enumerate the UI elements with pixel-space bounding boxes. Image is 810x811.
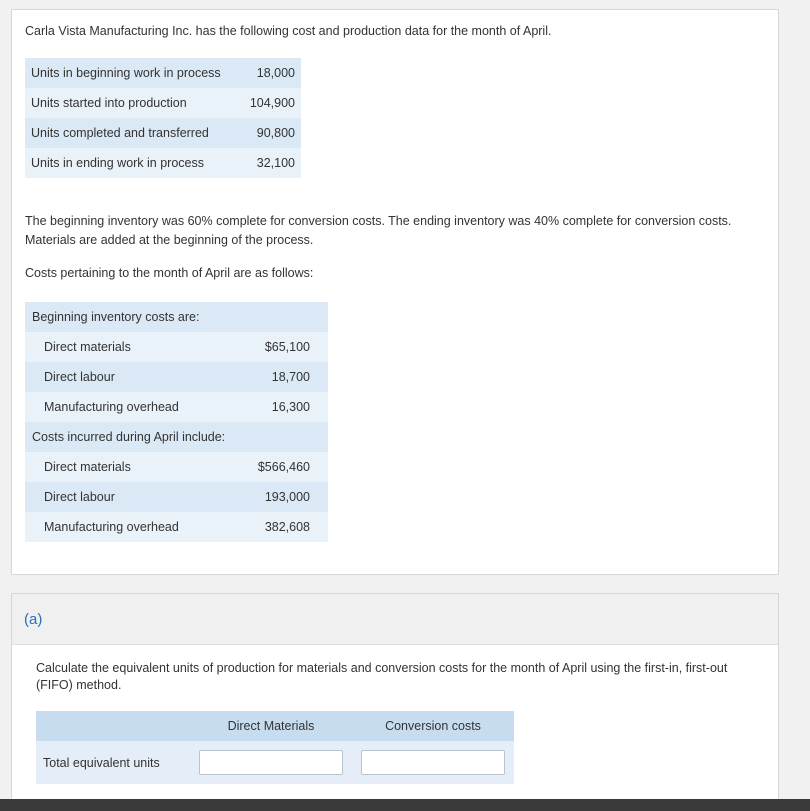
part-a-card (11, 593, 779, 811)
table-row (25, 482, 328, 512)
equivalent-units-table (36, 711, 514, 784)
cost-value: 16,300 (271, 400, 310, 414)
bottom-bar (0, 799, 810, 811)
table-row (25, 392, 328, 422)
table-row (25, 362, 328, 392)
cost-value: $566,460 (257, 460, 310, 474)
table-row (25, 88, 301, 118)
units-label: Units in ending work in process (31, 156, 204, 170)
table-row (25, 302, 328, 332)
cost-value: 382,608 (264, 520, 310, 534)
units-label: Units started into production (31, 96, 187, 110)
intro-text: Carla Vista Manufacturing Inc. has the following cost and production data for the month of April. (25, 24, 552, 38)
conversion-costs-header: Conversion costs (352, 711, 514, 741)
table-row (36, 741, 514, 784)
cost-label: Direct materials (44, 460, 131, 474)
units-value: 90,800 (256, 126, 295, 140)
table-row (25, 58, 301, 88)
direct-materials-cell (190, 741, 352, 784)
units-label: Units completed and transferred (31, 126, 209, 140)
units-value: 32,100 (256, 156, 295, 170)
table-row (25, 148, 301, 178)
part-a-question: Calculate the equivalent units of production for materials and conversion costs for the month of April using the first-in, first-out (FIFO) method. (36, 661, 728, 692)
direct-materials-input[interactable] (199, 750, 343, 775)
table-row (25, 452, 328, 482)
part-a-label: (a) (24, 611, 43, 628)
table-row (25, 512, 328, 542)
april-costs-header: Costs incurred during April include: (32, 430, 226, 444)
cost-value: $65,100 (264, 340, 310, 354)
part-a-header (12, 594, 778, 645)
table-row (25, 422, 328, 452)
units-table (25, 58, 301, 178)
blank-header (36, 711, 190, 741)
conversion-costs-input[interactable] (361, 750, 505, 775)
table-row (25, 332, 328, 362)
cost-value: 193,000 (264, 490, 310, 504)
direct-materials-header: Direct Materials (190, 711, 352, 741)
completion-paragraph: The beginning inventory was 60% complete for conversion costs. The ending inventory was 40% complete for conversion costs. Materials are added at the beginning of the process. (25, 214, 732, 247)
units-value: 104,900 (249, 96, 295, 110)
table-header-row (36, 711, 514, 741)
table-row (25, 118, 301, 148)
total-equivalent-units-label: Total equivalent units (36, 741, 190, 784)
cost-table (25, 302, 328, 542)
cost-label: Manufacturing overhead (44, 400, 179, 414)
cost-value: 18,700 (271, 370, 310, 384)
cost-label: Direct materials (44, 340, 131, 354)
cost-label: Direct labour (44, 370, 115, 384)
costs-intro-text: Costs pertaining to the month of April are as follows: (25, 266, 314, 280)
units-label: Units in beginning work in process (31, 66, 221, 80)
beginning-costs-header: Beginning inventory costs are: (32, 310, 200, 324)
units-value: 18,000 (256, 66, 295, 80)
problem-card (11, 9, 779, 575)
cost-label: Manufacturing overhead (44, 520, 179, 534)
conversion-costs-cell (352, 741, 514, 784)
cost-label: Direct labour (44, 490, 115, 504)
